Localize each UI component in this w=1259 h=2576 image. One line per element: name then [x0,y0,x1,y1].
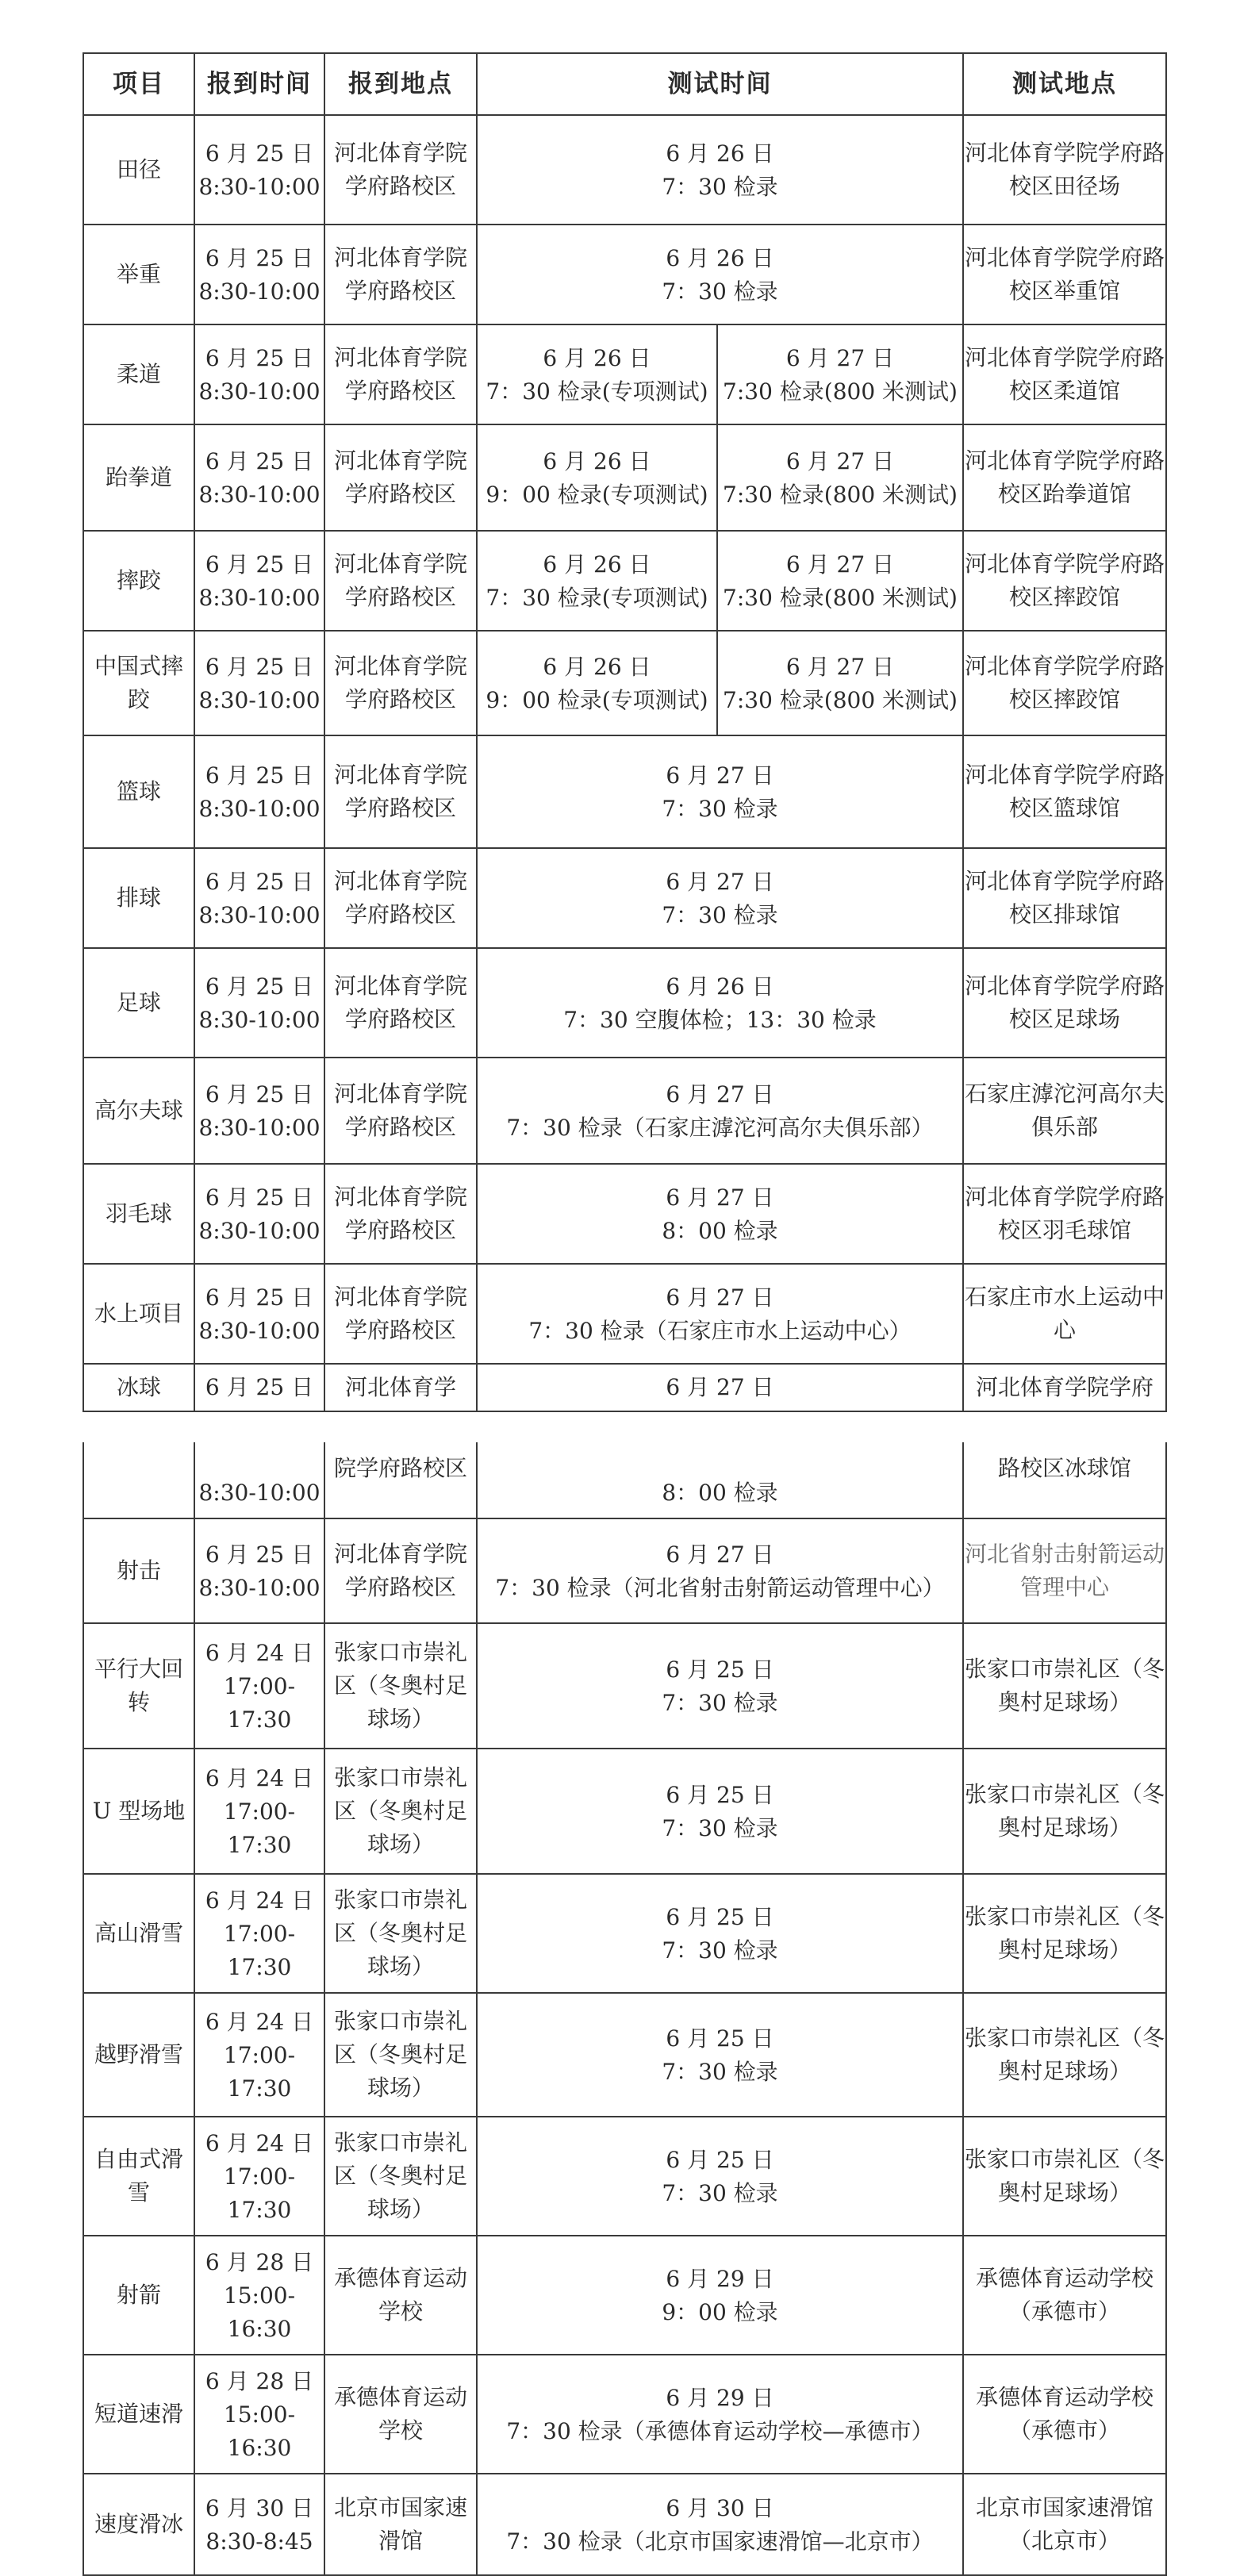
cell-content [718,332,962,417]
item-name: 冰球 [83,1364,194,1411]
cell [194,948,324,1058]
test-time: 7：30 检录（石家庄市水上运动中心） [528,1318,912,1344]
test-date: 6 月 25 日 [666,1657,774,1683]
test-site: 张家口市崇礼区（冬奥村足球场） [963,1623,1166,1749]
cell [194,631,324,735]
test-time: 7：30 检录 [662,2180,778,2206]
report-place: 河北体育学院学府路校区 [324,1164,477,1264]
column-header: 测试地点 [963,53,1166,115]
item-name: 羽毛球 [83,1164,194,1264]
cell [194,848,324,948]
test-date: 6 月 26 日 [666,973,774,1000]
report-time: 8:30-8:45 [205,2528,313,2555]
test-site: 河北体育学院学府路校区摔跤馆 [963,631,1166,735]
test-date: 6 月 26 日 [543,448,651,474]
cell [717,324,963,424]
report-date: 6 月 24 日 [205,2009,314,2035]
test-date: 6 月 29 日 [666,2266,774,2292]
item-name: 田径 [83,115,194,225]
report-time: 15:00-16:30 [223,2282,296,2342]
cell [477,324,717,424]
test-time: 7：30 检录（河北省射击射箭运动管理中心） [495,1575,945,1601]
item-name: 高尔夫球 [83,1058,194,1164]
item-name: 越野滑雪 [83,1993,194,2117]
report-date: 6 月 25 日 [205,1184,314,1211]
cell-content [478,1529,962,1613]
item-name: 跆拳道 [83,424,194,531]
table-row [83,1874,1166,1993]
cell [477,225,963,324]
cell [477,2355,963,2474]
cell-content [195,1069,324,1153]
report-time: 17:00-17:30 [223,1799,296,1858]
cell-content [195,1996,324,2113]
table-row [83,948,1166,1058]
cell-content [478,641,716,725]
cell [477,424,717,531]
schedule-table-part-2 [83,1442,1167,2576]
test-date: 6 月 26 日 [543,345,651,371]
cell [194,531,324,631]
test-site: 承德体育运动学校（承德市） [963,2236,1166,2355]
report-date: 6 月 25 日 [194,1364,324,1411]
cell [477,631,717,735]
cell-content [195,1875,324,1992]
report-place: 河北体育学院学府路校区 [324,735,477,848]
empty-cell [83,1442,194,1518]
report-time: 8:30-10:00 [198,902,321,928]
column-header: 报到地点 [324,53,477,115]
cell-content [195,2117,324,2235]
cell-content [478,332,716,417]
test-site: 河北体育学院学府路校区羽毛球馆 [963,1164,1166,1264]
cell-content [478,2013,962,2097]
report-place: 河北体育学院学府路校区 [324,531,477,631]
cell [194,1749,324,1874]
cell-content [478,1891,962,1975]
report-date: 6 月 30 日 [205,2495,314,2521]
cell-content [195,2236,324,2354]
test-time: 7：30 检录 [662,278,778,305]
table-row [83,225,1166,324]
cell [194,1993,324,2117]
test-date: 6 月 27 日 [666,1081,774,1108]
report-time: 8:30-10:00 [198,1115,321,1141]
table-row [83,848,1166,948]
report-place: 河北体育学院学府路校区 [324,115,477,225]
cell [194,225,324,324]
report-time: 8:30-10:00 [198,1007,321,1033]
report-date: 6 月 25 日 [205,973,314,1000]
test-time: 9：00 检录(专项测试) [486,687,708,713]
item-name: 排球 [83,848,194,948]
report-place: 河北体育学 [324,1364,477,1411]
cell [477,1749,963,1874]
table-row [83,1164,1166,1264]
report-place: 张家口市崇礼区（冬奥村足球场） [324,2117,477,2236]
test-date: 6 月 25 日 [666,1904,774,1930]
test-date: 6 月 27 日 [785,345,895,371]
report-date: 6 月 25 日 [205,1541,314,1568]
cell [477,2236,963,2355]
table-row [83,531,1166,631]
table-row [83,735,1166,848]
report-place: 河北体育学院学府路校区 [324,848,477,948]
table-row [83,2236,1166,2355]
cell [194,1058,324,1164]
cell [194,2117,324,2236]
test-time: 7：30 检录 [662,2059,778,2085]
test-date: 6 月 29 日 [666,2385,774,2411]
item-name: 速度滑冰 [83,2474,194,2575]
table-row [83,1623,1166,1749]
report-time: 8:30-10:00 [198,1318,321,1344]
cell-content [478,1769,962,1853]
test-site: 石家庄市水上运动中心 [963,1264,1166,1364]
schedule-table-part-1 [83,52,1167,1412]
test-date: 6 月 27 日 [785,551,895,578]
cell-content [478,539,716,623]
table-row [83,2474,1166,2575]
cell [477,1993,963,2117]
table-row-ice-hockey-bottom [83,1442,1166,1518]
test-date: 6 月 27 日 [666,1541,774,1568]
test-date: 6 月 27 日 [666,1284,774,1311]
cell-content [478,1272,962,1356]
test-site: 河北体育学院学府路校区足球场 [963,948,1166,1058]
test-site: 河北体育学院学府路校区摔跤馆 [963,531,1166,631]
cell-content [195,1753,324,1870]
test-date: 6 月 26 日 [543,551,651,578]
test-site: 河北体育学院学府路校区田径场 [963,115,1166,225]
report-place: 河北体育学院学府路校区 [324,1264,477,1364]
cell-content [195,128,324,212]
report-place: 河北体育学院学府路校区 [324,948,477,1058]
item-name: 柔道 [83,324,194,424]
cell [194,1518,324,1623]
cell [477,1518,963,1623]
report-place: 张家口市崇礼区（冬奥村足球场） [324,1749,477,1874]
cell [477,2474,963,2575]
test-date: 6 月 25 日 [666,1782,774,1808]
report-place: 张家口市崇礼区（冬奥村足球场） [324,1993,477,2117]
cell [194,1874,324,1993]
report-date: 6 月 28 日 [205,2368,314,2394]
report-time: 17:00-17:30 [223,1921,296,1980]
cell-content [478,961,962,1045]
table-row [83,424,1166,531]
cell [194,2355,324,2474]
test-site: 承德体育运动学校（承德市） [963,2355,1166,2474]
report-time: 17:00-17:30 [223,1673,296,1733]
item-name: 射箭 [83,2236,194,2355]
test-time: 7：30 检录 [662,1690,778,1716]
cell-content [478,856,962,940]
cell [717,631,963,735]
test-time: 7:30 检录(800 米测试) [723,687,958,713]
item-name: 足球 [83,948,194,1058]
test-date: 6 月 27 日 [666,1184,774,1211]
report-date: 6 月 24 日 [205,1765,314,1791]
cell-content [478,1644,962,1728]
test-date: 6 月 27 日 [785,448,895,474]
report-time: 8:30-10:00 [198,378,321,405]
item-name: 短道速滑 [83,2355,194,2474]
item-name: U 型场地 [83,1749,194,1874]
cell-content [478,2253,962,2337]
cell-content [718,539,962,623]
cell-content [718,436,962,520]
cell-content [195,961,324,1045]
cell-content [195,856,324,940]
item-name: 举重 [83,225,194,324]
cell-content [195,232,324,317]
test-date: 6 月 26 日 [666,245,774,271]
report-date: 6 月 24 日 [205,2130,314,2156]
cell [194,1623,324,1749]
cell [194,1264,324,1364]
test-time: 7:30 检录(800 米测试) [723,482,958,508]
table-row [83,631,1166,735]
cell-content [195,1272,324,1356]
report-place: 河北体育学院学府路校区 [324,1518,477,1623]
test-time: 7：30 检录(专项测试) [486,378,708,405]
cell-content [478,2134,962,2218]
report-time: 8:30-10:00 [198,687,321,713]
report-date: 6 月 25 日 [205,448,314,474]
report-date: 6 月 25 日 [205,869,314,895]
report-time: 8:30-10:00 [198,796,321,822]
cell-content [718,641,962,725]
cell [194,115,324,225]
test-date: 6 月 30 日 [666,2495,774,2521]
test-date: 6 月 25 日 [666,2147,774,2173]
test-site: 石家庄滹沱河高尔夫俱乐部 [963,1058,1166,1164]
report-time: 8:30-10:00 [198,1218,321,1244]
report-place: 河北体育学院学府路校区 [324,424,477,531]
test-site: 路校区冰球馆 [963,1442,1166,1518]
table-row [83,1518,1166,1623]
table-row-ice-hockey-top [83,1364,1166,1411]
report-date: 6 月 24 日 [205,1640,314,1666]
test-site: 河北体育学院学府路校区举重馆 [963,225,1166,324]
cell-content [195,1627,324,1745]
header-row [83,53,1166,115]
report-time: 8:30-10:00 [198,174,321,200]
report-time: 8:30-10:00 [194,1442,324,1518]
table-row [83,1264,1166,1364]
cell-content [195,2355,324,2473]
report-time: 8:30-10:00 [198,482,321,508]
cell-content [478,1172,962,1256]
report-place: 河北体育学院学府路校区 [324,1058,477,1164]
report-time: 15:00-16:30 [223,2401,296,2461]
item-name: 自由式滑雪 [83,2117,194,2236]
report-date: 6 月 25 日 [205,245,314,271]
column-header: 报到时间 [194,53,324,115]
test-site: 河北体育学院学府 [963,1364,1166,1411]
report-date: 6 月 24 日 [205,1887,314,1914]
test-date: 6 月 26 日 [543,654,651,680]
test-time: 7：30 检录 [662,796,778,822]
cell-content [195,332,324,417]
cell-content [195,436,324,520]
column-header: 项目 [83,53,194,115]
test-site: 河北体育学院学府路校区篮球馆 [963,735,1166,848]
test-date: 6 月 27 日 [477,1364,963,1411]
cell [477,1058,963,1164]
test-time: 9：00 检录(专项测试) [486,482,708,508]
item-name: 摔跤 [83,531,194,631]
test-site: 河北体育学院学府路校区跆拳道馆 [963,424,1166,531]
test-time: 7：30 检录 [662,902,778,928]
report-time: 8:30-10:00 [198,1575,321,1601]
report-date: 6 月 25 日 [205,140,314,167]
item-name: 高山滑雪 [83,1874,194,1993]
test-date: 6 月 26 日 [666,140,774,167]
cell [194,2474,324,2575]
test-site: 河北省射击射箭运动管理中心 [963,1518,1166,1623]
cell-content [478,436,716,520]
cell-content [195,1172,324,1256]
item-name: 中国式摔跤 [83,631,194,735]
report-date: 6 月 25 日 [205,345,314,371]
test-time: 7：30 检录（北京市国家速滑馆—北京市） [506,2528,934,2555]
test-time: 9：00 检录 [662,2299,778,2325]
cell-content [478,2372,962,2456]
cell-content [195,750,324,834]
item-name: 射击 [83,1518,194,1623]
report-time: 17:00-17:30 [223,2163,296,2223]
test-time: 7：30 检录(专项测试) [486,585,708,611]
test-site: 张家口市崇礼区（冬奥村足球场） [963,1874,1166,1993]
report-date: 6 月 25 日 [205,551,314,578]
table-row [83,115,1166,225]
cell-content [195,539,324,623]
test-date: 6 月 27 日 [666,762,774,789]
report-date: 6 月 25 日 [205,1284,314,1311]
cell [194,735,324,848]
test-time: 7：30 检录 [662,1815,778,1841]
test-time: 7:30 检录(800 米测试) [723,585,958,611]
cell-content [195,2482,324,2566]
report-place: 院学府路校区 [324,1442,477,1518]
cell [477,531,717,631]
test-time: 7：30 检录 [662,174,778,200]
test-site: 北京市国家速滑馆（北京市） [963,2474,1166,2575]
test-date: 6 月 27 日 [666,869,774,895]
cell [194,324,324,424]
item-name: 平行大回转 [83,1623,194,1749]
test-site: 河北体育学院学府路校区柔道馆 [963,324,1166,424]
test-site: 张家口市崇礼区（冬奥村足球场） [963,1993,1166,2117]
cell [477,1623,963,1749]
item-name: 水上项目 [83,1264,194,1364]
table-row [83,2355,1166,2474]
cell [477,1874,963,1993]
table-row [83,1749,1166,1874]
cell-content [478,232,962,317]
test-date: 6 月 25 日 [666,2025,774,2052]
report-place: 张家口市崇礼区（冬奥村足球场） [324,1874,477,1993]
report-time: 8:30-10:00 [198,585,321,611]
cell [477,1264,963,1364]
test-site: 张家口市崇礼区（冬奥村足球场） [963,2117,1166,2236]
report-date: 6 月 25 日 [205,654,314,680]
test-site: 河北体育学院学府路校区排球馆 [963,848,1166,948]
table-row [83,2117,1166,2236]
test-time: 7：30 检录（石家庄滹沱河高尔夫俱乐部） [506,1115,934,1141]
test-time: 8：00 检录 [477,1442,963,1518]
report-date: 6 月 28 日 [205,2249,314,2275]
cell [477,948,963,1058]
cell [477,115,963,225]
cell-content [478,128,962,212]
report-place: 承德体育运动学校 [324,2355,477,2474]
test-time: 7：30 检录（承德体育运动学校—承德市） [506,2418,934,2444]
cell [477,848,963,948]
report-time: 17:00-17:30 [223,2042,296,2102]
test-time: 7：30 检录 [662,1937,778,1964]
test-site: 张家口市崇礼区（冬奥村足球场） [963,1749,1166,1874]
cell [194,424,324,531]
report-place: 河北体育学院学府路校区 [324,225,477,324]
report-place: 张家口市崇礼区（冬奥村足球场） [324,1623,477,1749]
table-row [83,324,1166,424]
test-time: 7：30 空腹体检；13：30 检录 [563,1007,877,1033]
cell-content [195,1529,324,1613]
report-date: 6 月 25 日 [205,762,314,789]
table-row [83,1058,1166,1164]
cell [717,531,963,631]
cell-content [195,641,324,725]
report-place: 河北体育学院学府路校区 [324,324,477,424]
test-time: 7:30 检录(800 米测试) [723,378,958,405]
report-place: 河北体育学院学府路校区 [324,631,477,735]
report-place: 北京市国家速滑馆 [324,2474,477,2575]
cell [194,2236,324,2355]
cell [477,735,963,848]
item-name: 篮球 [83,735,194,848]
test-date: 6 月 27 日 [785,654,895,680]
table-row [83,1993,1166,2117]
test-time: 8：00 检录 [662,1218,778,1244]
cell [717,424,963,531]
cell [194,1164,324,1264]
cell [477,1164,963,1264]
cell-content [478,1069,962,1153]
cell-content [478,750,962,834]
cell [477,2117,963,2236]
column-header: 测试时间 [477,53,963,115]
report-place: 承德体育运动学校 [324,2236,477,2355]
cell-content [478,2482,962,2566]
report-date: 6 月 25 日 [205,1081,314,1108]
report-time: 8:30-10:00 [198,278,321,305]
